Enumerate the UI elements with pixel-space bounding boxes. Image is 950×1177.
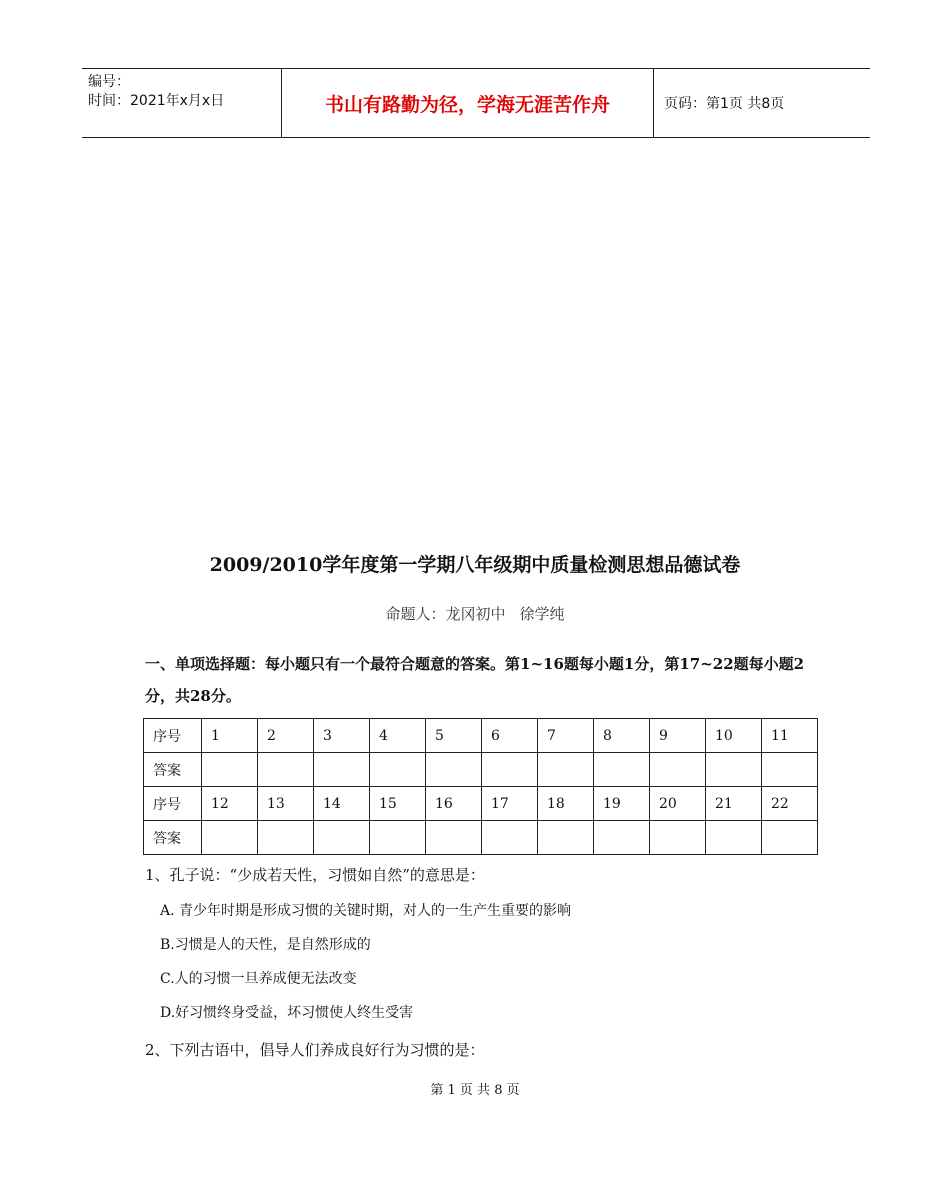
question-1: 1、孔子说：“少成若天性，习惯如自然”的意思是：	[145, 866, 485, 884]
seq-cell: 21	[706, 787, 762, 821]
seq-cell: 11	[762, 719, 818, 753]
answer-cell	[314, 753, 370, 787]
answer-cell	[258, 753, 314, 787]
answer-cell	[706, 821, 762, 855]
seq-cell: 1	[202, 719, 258, 753]
answer-cell	[202, 821, 258, 855]
answer-cell	[650, 821, 706, 855]
answer-cell	[594, 821, 650, 855]
answer-cell	[202, 753, 258, 787]
answer-cell	[482, 821, 538, 855]
answer-cell	[762, 821, 818, 855]
answer-cell	[370, 821, 426, 855]
document-header	[82, 68, 870, 138]
answer-cell	[762, 753, 818, 787]
seq-label: 序号	[144, 719, 202, 753]
author-name: 徐学纯	[519, 605, 565, 623]
question-2: 2、下列古语中，倡导人们养成良好行为习惯的是：	[145, 1041, 485, 1059]
table-row	[144, 787, 818, 821]
seq-cell: 7	[538, 719, 594, 753]
question-1-option-a: A. 青少年时期是形成习惯的关键时期，对人的一生产生重要的影响	[160, 903, 572, 919]
answer-cell	[650, 753, 706, 787]
seq-cell: 22	[762, 787, 818, 821]
table-row	[144, 719, 818, 753]
exam-author	[0, 603, 950, 624]
page-footer: 第 1 页 共 8 页	[430, 1083, 520, 1098]
seq-cell: 8	[594, 719, 650, 753]
seq-cell: 3	[314, 719, 370, 753]
seq-cell: 18	[538, 787, 594, 821]
exam-title: 2009/2010学年度第一学期八年级期中质量检测思想品德试卷	[209, 554, 741, 576]
answer-grid	[143, 718, 818, 855]
seq-label: 序号	[144, 787, 202, 821]
answer-cell	[258, 821, 314, 855]
seq-cell: 19	[594, 787, 650, 821]
seq-cell: 20	[650, 787, 706, 821]
author-label: 命题人：龙冈初中	[385, 605, 506, 623]
seq-cell: 5	[426, 719, 482, 753]
question-1-option-b: B.习惯是人的天性，是自然形成的	[160, 937, 371, 953]
seq-cell: 6	[482, 719, 538, 753]
table-row	[144, 753, 818, 787]
header-meta	[82, 69, 282, 137]
seq-cell: 4	[370, 719, 426, 753]
seq-cell: 17	[482, 787, 538, 821]
answer-label: 答案	[144, 821, 202, 855]
answer-cell	[482, 753, 538, 787]
seq-cell: 10	[706, 719, 762, 753]
section-heading: 一、单项选择题：每小题只有一个最符合题意的答案。第1~16题每小题1分，第17~22题每小题2分，共28分。	[145, 655, 805, 705]
seq-cell: 13	[258, 787, 314, 821]
answer-cell	[314, 821, 370, 855]
seq-cell: 12	[202, 787, 258, 821]
seq-cell: 2	[258, 719, 314, 753]
seq-cell: 16	[426, 787, 482, 821]
seq-cell: 15	[370, 787, 426, 821]
answer-cell	[594, 753, 650, 787]
answer-cell	[706, 753, 762, 787]
seq-cell: 14	[314, 787, 370, 821]
answer-cell	[370, 753, 426, 787]
answer-label: 答案	[144, 753, 202, 787]
question-1-option-d: D.好习惯终身受益，坏习惯使人终生受害	[160, 1005, 414, 1021]
header-page-info: 页码：第1页 共8页	[664, 96, 785, 112]
answer-cell	[538, 753, 594, 787]
header-motto: 书山有路勤为径，学海无涯苦作舟	[282, 69, 654, 137]
time-label: 时间：2021年x月x日	[88, 93, 225, 109]
table-row	[144, 821, 818, 855]
seq-cell: 9	[650, 719, 706, 753]
question-1-option-c: C.人的习惯一旦养成便无法改变	[160, 971, 357, 987]
answer-cell	[538, 821, 594, 855]
answer-cell	[426, 753, 482, 787]
answer-cell	[426, 821, 482, 855]
number-label: 编号：	[88, 74, 130, 90]
